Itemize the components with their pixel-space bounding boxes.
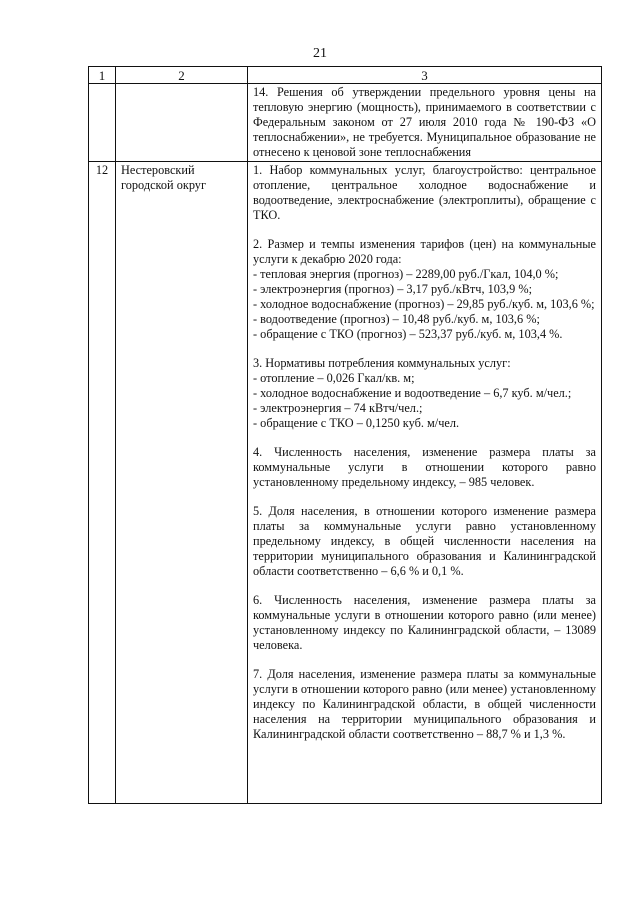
item-4 — [253, 445, 596, 490]
item-4-text: 4. Численность населения, изменение размера платы за коммунальные услуги в отношении которого равно установленному предельному индексу, – 985 человек. — [253, 445, 596, 489]
item-5 — [253, 504, 596, 579]
item-3-line: - отопление – 0,026 Гкал/кв. м; — [253, 371, 415, 385]
continuation-row — [89, 84, 602, 162]
item-2 — [253, 237, 596, 342]
page-number: 21 — [313, 46, 327, 61]
item-3-line: - холодное водоснабжение и водоотведение – 6,7 куб. м/чел.; — [253, 386, 572, 400]
municipality-name: Нестеровский городской округ — [116, 162, 248, 804]
column-header-2: 2 — [116, 67, 248, 84]
item-3-line: - обращение с ТКО – 0,1250 куб. м/чел. — [253, 416, 460, 430]
continuation-text: 14. Решения об утверждении предельного уровня цены на тепловую энергию (мощность), принимаемого в соответствии с Федеральным законом от 27 июля 2010 года № 190-ФЗ «О теплоснабжении», не требуется. Муниципальное образование не отнесено к ценовой зоне теплоснабжения — [248, 84, 602, 162]
column-header-1: 1 — [89, 67, 116, 84]
item-3 — [253, 356, 596, 431]
item-3-text: 3. Нормативы потребления коммунальных услуг: — [253, 356, 511, 370]
item-3-line: - электроэнергия – 74 кВтч/чел.; — [253, 401, 423, 415]
table-row — [89, 162, 602, 804]
item-2-line: - водоотведение (прогноз) – 10,48 руб./куб. м, 103,6 %; — [253, 312, 540, 326]
item-6-text: 6. Численность населения, изменение размера платы за коммунальные услуги в отношении которого равно (или менее) установленному индексу по Калининградской области, – 13089 человека. — [253, 593, 596, 652]
row-number: 12 — [89, 162, 116, 804]
item-7 — [253, 667, 596, 742]
item-2-line: - тепловая энергия (прогноз) – 2289,00 руб./Гкал, 104,0 %; — [253, 267, 559, 281]
regulation-table — [88, 66, 602, 804]
item-1 — [253, 163, 596, 223]
continuation-cell-2 — [116, 84, 248, 162]
item-2-text: 2. Размер и темпы изменения тарифов (цен) на коммунальные услуги к декабрю 2020 года: — [253, 237, 596, 266]
item-7-text: 7. Доля населения, изменение размера платы за коммунальные услуги в отношении которого равно (или менее) установленному индексу по Калининградской области, в общей численности населения на территории муниципального образования и Калининградской области соответственно – 88,7 % и 1,3 %. — [253, 667, 596, 741]
item-2-line: - обращение с ТКО (прогноз) – 523,37 руб./куб. м, 103,4 %. — [253, 327, 563, 341]
column-header-3: 3 — [248, 67, 602, 84]
item-1-text: 1. Набор коммунальных услуг, благоустройство: центральное отопление, центральное холодное водоснабжение и водоотведение, электроснабжение (электроплиты), обращение с ТКО. — [253, 163, 596, 222]
row-content — [248, 162, 602, 804]
item-5-text: 5. Доля населения, в отношении которого изменение размера платы за коммунальные услуги равно установленному предельному индексу, в общей численности населения на территории муниципального образования и Калининградской области соответственно – 6,6 % и 0,1 %. — [253, 504, 596, 578]
item-2-line: - холодное водоснабжение (прогноз) – 29,85 руб./куб. м, 103,6 %; — [253, 297, 595, 311]
item-6 — [253, 593, 596, 653]
table-header-row — [89, 67, 602, 84]
continuation-cell-1 — [89, 84, 116, 162]
item-2-line: - электроэнергия (прогноз) – 3,17 руб./кВтч, 103,9 %; — [253, 282, 533, 296]
